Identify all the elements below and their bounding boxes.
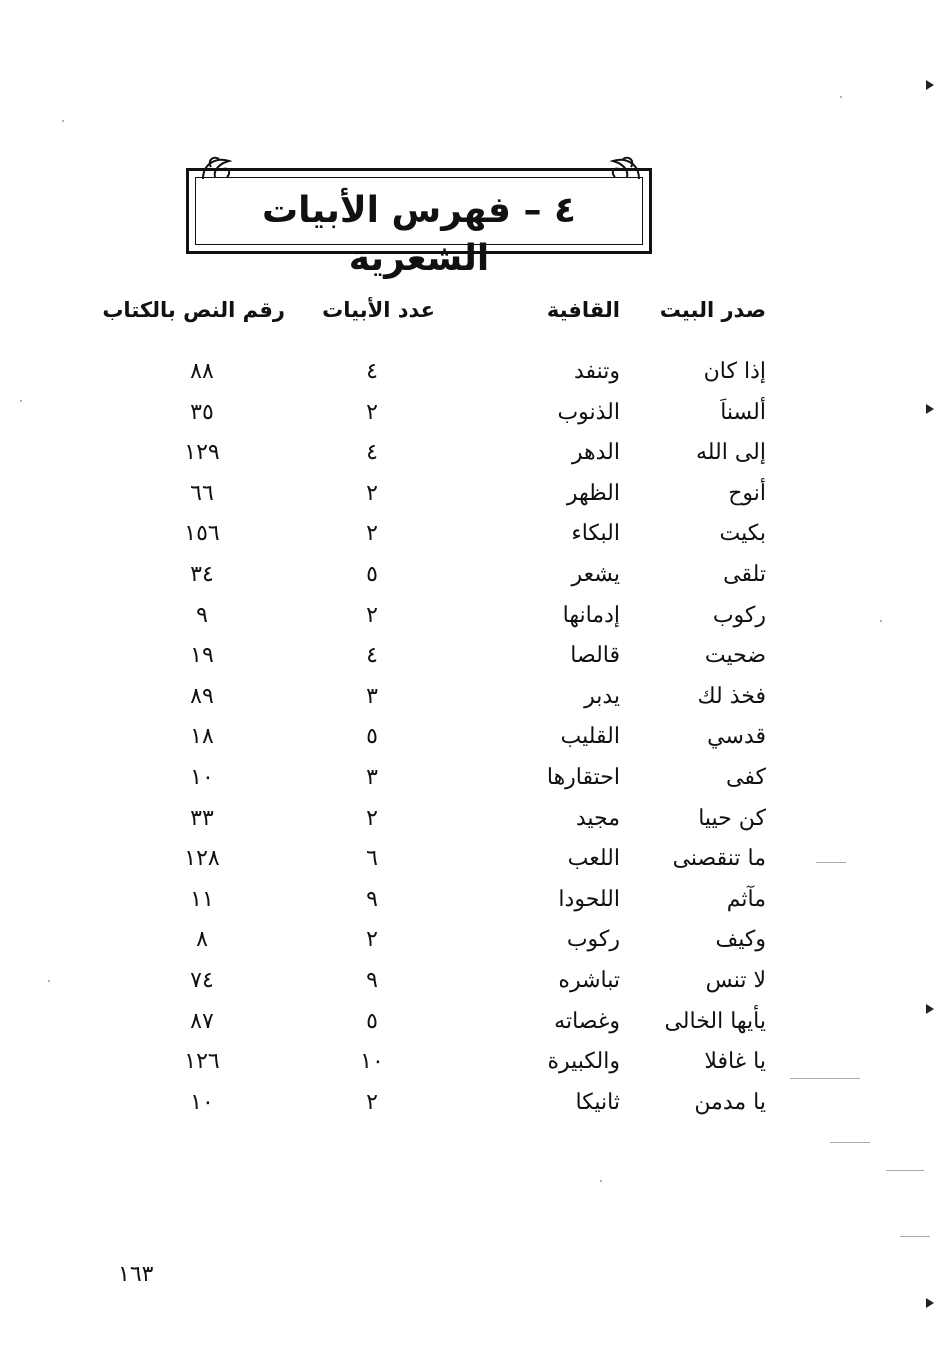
cell-text-number: ٣٤ — [190, 561, 214, 587]
cell-verse-count: ٩ — [366, 967, 378, 993]
cell-rhyme: مجيد — [575, 805, 620, 831]
cell-first-words: بكيت — [719, 521, 766, 547]
header-rhyme: القافية — [546, 298, 620, 322]
table-row — [100, 758, 780, 799]
cell-rhyme: تباشره — [558, 967, 620, 993]
cell-verse-count: ٢ — [366, 521, 378, 547]
table-row — [100, 1083, 780, 1124]
cell-first-words: فخذ لك — [697, 683, 766, 709]
cell-rhyme: القليب — [560, 724, 620, 750]
scan-speck — [880, 620, 882, 622]
cell-first-words: يا غافلا — [704, 1049, 766, 1075]
table-row — [100, 1002, 780, 1043]
cell-verse-count: ٢ — [366, 399, 378, 425]
cell-rhyme: اللحودا — [558, 886, 620, 912]
scan-line — [900, 1236, 930, 1237]
table-row — [100, 636, 780, 677]
header-first-words: صدر البيت — [659, 298, 766, 322]
cell-rhyme: والكبيرة — [547, 1049, 620, 1075]
cell-text-number: ٨٨ — [190, 359, 214, 384]
table-row — [100, 433, 780, 474]
header-text-number: رقم النص بالكتاب — [102, 298, 285, 322]
cell-rhyme: يشعر — [571, 561, 620, 587]
table-row — [100, 677, 780, 718]
cell-rhyme: الدهر — [571, 440, 620, 466]
title-frame — [186, 168, 652, 279]
cell-first-words: ركوب — [712, 602, 766, 628]
cell-verse-count: ٤ — [366, 359, 378, 384]
cell-first-words: قدسي — [707, 724, 766, 750]
cell-text-number: ١٠ — [190, 1089, 214, 1115]
ornament-left-icon — [199, 153, 235, 183]
table-row — [100, 393, 780, 434]
cell-rhyme: ثانيكا — [575, 1089, 620, 1115]
cell-verse-count: ٢ — [366, 480, 378, 506]
cell-text-number: ٣٥ — [190, 399, 214, 425]
cell-first-words: كفى — [726, 764, 766, 790]
scan-speck — [840, 96, 842, 98]
table-row — [100, 920, 780, 961]
table-row — [100, 474, 780, 515]
cell-verse-count: ١٠ — [360, 1049, 384, 1075]
scan-edge-mark — [926, 404, 934, 414]
table-row — [100, 352, 780, 393]
cell-first-words: مآثم — [726, 886, 766, 912]
scan-speck — [20, 400, 22, 402]
cell-text-number: ٨٩ — [190, 683, 214, 709]
cell-rhyme: اللعب — [567, 846, 620, 872]
cell-verse-count: ٤ — [366, 643, 378, 669]
cell-first-words: إذا كان — [703, 359, 766, 384]
scan-edge-mark — [926, 1298, 934, 1308]
cell-rhyme: احتقارها — [546, 764, 620, 790]
cell-text-number: ٨ — [196, 927, 208, 953]
cell-first-words: تلقى — [723, 561, 766, 587]
scan-speck — [48, 980, 50, 982]
scan-line — [790, 1078, 860, 1079]
table-row — [100, 880, 780, 921]
cell-rhyme: قالصا — [570, 643, 620, 669]
cell-rhyme: الظهر — [566, 480, 620, 506]
header-verse-count: عدد الأبيات — [322, 298, 435, 322]
table-row — [100, 717, 780, 758]
cell-first-words: لا تنس — [705, 967, 766, 993]
page-title: ٤ – فهرس الأبيات الشعرية — [261, 190, 577, 279]
table-row — [100, 514, 780, 555]
page-number: ١٦٣ — [118, 1262, 154, 1287]
scan-line — [830, 1142, 870, 1143]
scan-speck — [600, 1180, 602, 1182]
verse-index-table — [100, 290, 780, 1123]
cell-first-words: أنوح — [728, 480, 766, 506]
cell-text-number: ٦٦ — [190, 480, 214, 506]
scan-line — [886, 1170, 924, 1171]
cell-rhyme: الذنوب — [557, 399, 620, 425]
cell-verse-count: ٢ — [366, 927, 378, 953]
cell-verse-count: ٣ — [366, 683, 378, 709]
cell-text-number: ٣٣ — [190, 805, 214, 831]
cell-verse-count: ٥ — [366, 724, 378, 750]
table-row — [100, 596, 780, 637]
cell-verse-count: ٩ — [366, 886, 378, 912]
cell-first-words: يا مدمن — [694, 1089, 766, 1115]
cell-text-number: ٧٤ — [190, 967, 214, 993]
cell-verse-count: ٢ — [366, 805, 378, 831]
cell-text-number: ١٥٦ — [184, 521, 220, 547]
scan-edge-mark — [926, 80, 934, 90]
table-row — [100, 555, 780, 596]
cell-verse-count: ٢ — [366, 1089, 378, 1115]
table-row — [100, 1042, 780, 1083]
cell-verse-count: ٥ — [366, 1008, 378, 1034]
cell-rhyme: وتنفد — [573, 359, 620, 384]
scan-edge-mark — [926, 1004, 934, 1014]
table-row — [100, 839, 780, 880]
cell-text-number: ١٢٨ — [184, 846, 220, 872]
cell-first-words: إلى الله — [695, 440, 766, 466]
cell-verse-count: ٣ — [366, 764, 378, 790]
cell-rhyme: ركوب — [566, 927, 620, 953]
cell-first-words: ما تنقصنى — [672, 846, 766, 872]
cell-verse-count: ٢ — [366, 602, 378, 628]
table-row — [100, 961, 780, 1002]
scan-line — [816, 862, 846, 863]
scan-speck — [62, 120, 64, 122]
cell-text-number: ١٨ — [190, 724, 214, 750]
cell-text-number: ١٩ — [190, 643, 214, 669]
cell-first-words: يأيها الخالى — [664, 1008, 766, 1034]
cell-text-number: ١١ — [190, 886, 214, 912]
cell-rhyme: وغصاته — [554, 1008, 620, 1034]
cell-first-words: ألسناَ — [720, 399, 766, 425]
cell-first-words: وكيف — [715, 927, 766, 953]
cell-first-words: كن حييا — [698, 805, 766, 831]
cell-verse-count: ٦ — [366, 846, 378, 872]
cell-text-number: ١٢٩ — [184, 440, 220, 466]
table-header — [100, 290, 780, 332]
cell-text-number: ٨٧ — [190, 1008, 214, 1034]
cell-rhyme: يدبر — [584, 683, 620, 709]
cell-verse-count: ٤ — [366, 440, 378, 466]
cell-rhyme: إدمانها — [562, 602, 620, 628]
table-row — [100, 799, 780, 840]
cell-text-number: ١٢٦ — [184, 1049, 220, 1075]
cell-first-words: ضحيت — [704, 643, 766, 669]
cell-verse-count: ٥ — [366, 561, 378, 587]
cell-text-number: ٩ — [196, 602, 208, 628]
cell-rhyme: البكاء — [571, 521, 620, 547]
cell-text-number: ١٠ — [190, 764, 214, 790]
ornament-right-icon — [607, 153, 643, 183]
